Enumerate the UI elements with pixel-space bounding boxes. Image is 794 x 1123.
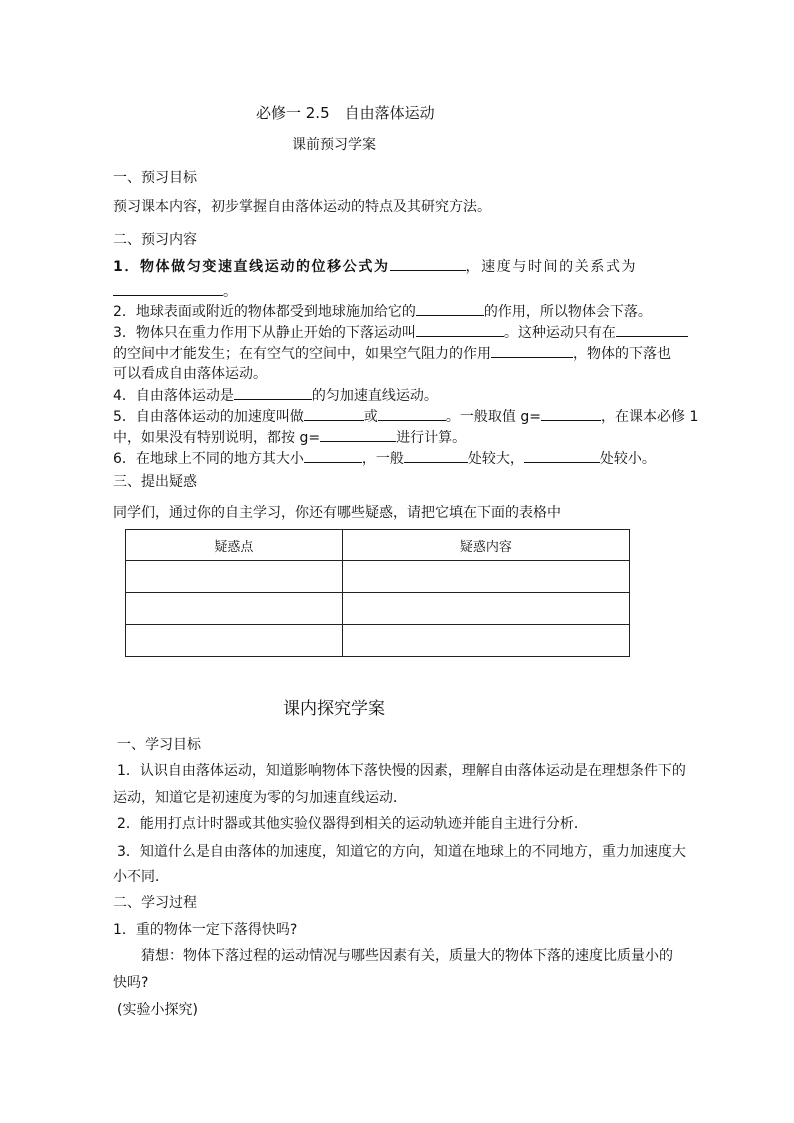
table-cell[interactable] bbox=[342, 593, 629, 625]
fill-blank[interactable] bbox=[416, 301, 484, 316]
goals-text: 预习课本内容，初步掌握自由落体运动的特点及其研究方法。 bbox=[113, 199, 491, 215]
process-question-1: 1．重的物体一定下落得快吗? bbox=[113, 922, 298, 938]
table-row bbox=[126, 561, 630, 593]
doubts-table bbox=[125, 529, 630, 657]
question-1-line-1: 1．物体做匀变速直线运动的位移公式为 ，速度与时间的关系式为 bbox=[113, 256, 637, 277]
page-title: 必修一 2.5 自由落体运动 bbox=[256, 104, 435, 122]
table-header-doubt-point: 疑惑点 bbox=[126, 530, 343, 561]
learning-goal-2: 2．能用打点计时器或其他实验仪器得到相关的运动轨迹并能自主进行分析． bbox=[117, 816, 588, 832]
fill-blank[interactable] bbox=[491, 343, 573, 358]
learning-goal-1-line-2: 运动，知道它是初速度为零的匀加速直线运动． bbox=[113, 790, 407, 806]
question-3-line-3: 可以看成自由落体运动。 bbox=[113, 366, 267, 382]
question-5-line-1: 5．自由落体运动的加速度叫做 或 。一般取值 g= ，在课本必修 1 bbox=[113, 406, 698, 427]
fill-blank[interactable] bbox=[541, 406, 601, 421]
table-row bbox=[126, 625, 630, 657]
table-cell[interactable] bbox=[126, 625, 343, 657]
table-cell[interactable] bbox=[126, 593, 343, 625]
learning-goal-1-line-1: 1．认识自由落体运动，知道影响物体下落快慢的因素，理解自由落体运动是在理想条件下的 bbox=[117, 763, 686, 779]
question-3-line-2: 的空间中才能发生；在有空气的空间中，如果空气阻力的作用 ，物体的下落也 bbox=[113, 343, 671, 364]
question-4: 4．自由落体运动是 的匀加速直线运动。 bbox=[113, 385, 438, 406]
fill-blank[interactable] bbox=[416, 322, 504, 337]
fill-blank[interactable] bbox=[320, 427, 396, 442]
doubts-instruction: 同学们，通过你的自主学习，你还有哪些疑惑，请把它填在下面的表格中 bbox=[113, 505, 561, 521]
table-row bbox=[126, 593, 630, 625]
section-heading-goals: 一、预习目标 bbox=[113, 170, 197, 186]
fill-blank[interactable] bbox=[524, 448, 600, 463]
table-cell[interactable] bbox=[342, 561, 629, 593]
part2-title: 课内探究学案 bbox=[283, 699, 385, 719]
guess-line-1: 猜想：物体下落过程的运动情况与哪些因素有关，质量大的物体下落的速度比质量小的 bbox=[141, 948, 673, 964]
question-2: 2．地球表面或附近的物体都受到地球施加给它的 的作用，所以物体会下落。 bbox=[113, 301, 652, 322]
fill-blank[interactable] bbox=[113, 281, 223, 296]
question-3-line-1: 3．物体只在重力作用下从静止开始的下落运动叫 。这种运动只有在 bbox=[113, 322, 688, 343]
question-6: 6．在地球上不同的地方其大小 ，一般 处较大， 处较小。 bbox=[113, 448, 656, 469]
table-header-doubt-content: 疑惑内容 bbox=[342, 530, 629, 561]
fill-blank[interactable] bbox=[390, 256, 466, 271]
table-cell[interactable] bbox=[126, 561, 343, 593]
fill-blank[interactable] bbox=[304, 448, 362, 463]
fill-blank[interactable] bbox=[378, 406, 446, 421]
question-5-line-2: 中，如果没有特别说明，都按 g= 进行计算。 bbox=[113, 427, 466, 448]
section-heading-process: 二、学习过程 bbox=[113, 895, 197, 911]
section-heading-content: 二、预习内容 bbox=[113, 232, 197, 248]
fill-blank[interactable] bbox=[234, 385, 312, 400]
fill-blank[interactable] bbox=[304, 406, 364, 421]
guess-line-2: 快吗? bbox=[113, 975, 149, 991]
subtitle: 课前预习学案 bbox=[292, 137, 376, 153]
table-cell[interactable] bbox=[342, 625, 629, 657]
section-heading-learning-goals: 一、学习目标 bbox=[117, 737, 201, 753]
experiment-label: (实验小探究) bbox=[117, 1002, 198, 1018]
fill-blank[interactable] bbox=[404, 448, 468, 463]
learning-goal-3-line-1: 3．知道什么是自由落体的加速度，知道它的方向，知道在地球上的不同地方，重力加速度大 bbox=[117, 844, 686, 860]
learning-goal-3-line-2: 小不同． bbox=[113, 869, 169, 885]
question-1-line-2: 。 bbox=[113, 281, 237, 302]
section-heading-doubts: 三、提出疑惑 bbox=[113, 474, 197, 490]
table-header-row bbox=[126, 530, 630, 561]
fill-blank[interactable] bbox=[616, 322, 688, 337]
